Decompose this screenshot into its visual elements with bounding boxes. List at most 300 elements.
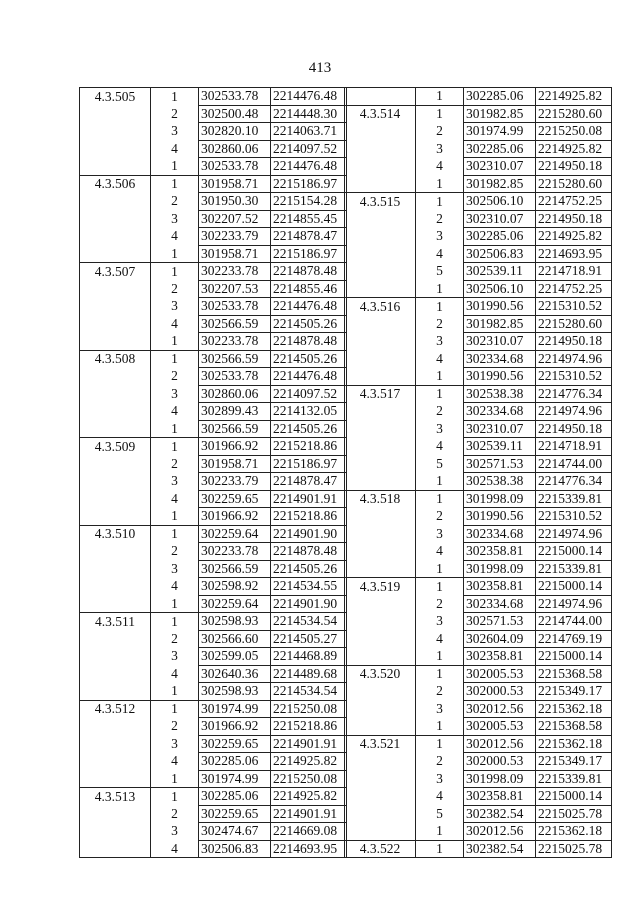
table-row	[345, 770, 612, 788]
section-id	[80, 805, 151, 823]
table-row	[345, 823, 612, 841]
table-row	[80, 770, 347, 788]
point-number: 3	[416, 420, 464, 438]
table-row	[80, 140, 347, 158]
y-coordinate: 2214693.95	[271, 840, 347, 858]
table-row	[345, 193, 612, 211]
section-id	[80, 683, 151, 701]
point-number: 3	[151, 123, 199, 141]
point-number: 3	[151, 648, 199, 666]
table-row	[80, 578, 347, 596]
x-coordinate: 302358.81	[464, 543, 536, 561]
table-row	[345, 700, 612, 718]
section-id: 4.3.517	[345, 385, 416, 403]
y-coordinate: 2214097.52	[271, 385, 347, 403]
y-coordinate: 2215349.17	[536, 753, 612, 771]
table-row	[345, 280, 612, 298]
y-coordinate: 2215025.78	[536, 805, 612, 823]
point-number: 1	[151, 175, 199, 193]
table-row	[80, 630, 347, 648]
section-id	[80, 315, 151, 333]
x-coordinate: 302259.65	[199, 735, 271, 753]
x-coordinate: 302533.78	[199, 158, 271, 176]
x-coordinate: 301990.56	[464, 298, 536, 316]
x-coordinate: 302310.07	[464, 333, 536, 351]
point-number: 4	[416, 788, 464, 806]
table-row	[80, 368, 347, 386]
section-id	[345, 753, 416, 771]
x-coordinate: 302005.53	[464, 665, 536, 683]
point-number: 2	[416, 403, 464, 421]
point-number: 2	[416, 123, 464, 141]
section-id: 4.3.518	[345, 490, 416, 508]
point-number: 1	[151, 525, 199, 543]
y-coordinate: 2214776.34	[536, 385, 612, 403]
y-coordinate: 2215349.17	[536, 683, 612, 701]
point-number: 5	[416, 805, 464, 823]
section-id: 4.3.505	[80, 88, 151, 106]
x-coordinate: 302358.81	[464, 578, 536, 596]
y-coordinate: 2215280.60	[536, 175, 612, 193]
table-row	[345, 210, 612, 228]
x-coordinate: 301958.71	[199, 175, 271, 193]
section-id	[80, 578, 151, 596]
x-coordinate: 302533.78	[199, 88, 271, 106]
point-number: 2	[416, 210, 464, 228]
x-coordinate: 302533.78	[199, 368, 271, 386]
x-coordinate: 302539.11	[464, 438, 536, 456]
table-row	[345, 158, 612, 176]
point-number: 1	[151, 420, 199, 438]
x-coordinate: 302538.38	[464, 385, 536, 403]
table-row	[345, 105, 612, 123]
x-coordinate: 302310.07	[464, 158, 536, 176]
section-id	[80, 473, 151, 491]
section-id	[345, 613, 416, 631]
point-number: 3	[151, 560, 199, 578]
y-coordinate: 2214505.26	[271, 560, 347, 578]
y-coordinate: 2215339.81	[536, 490, 612, 508]
table-row	[80, 735, 347, 753]
x-coordinate: 302566.59	[199, 315, 271, 333]
y-coordinate: 2215000.14	[536, 543, 612, 561]
point-number: 4	[416, 630, 464, 648]
table-row	[80, 228, 347, 246]
x-coordinate: 302334.68	[464, 525, 536, 543]
table-row	[80, 105, 347, 123]
y-coordinate: 2214448.30	[271, 105, 347, 123]
y-coordinate: 2215218.86	[271, 718, 347, 736]
section-id	[345, 525, 416, 543]
y-coordinate: 2214752.25	[536, 280, 612, 298]
y-coordinate: 2215362.18	[536, 735, 612, 753]
section-id: 4.3.515	[345, 193, 416, 211]
point-number: 2	[151, 455, 199, 473]
point-number: 1	[416, 105, 464, 123]
x-coordinate: 302571.53	[464, 455, 536, 473]
x-coordinate: 302233.79	[199, 473, 271, 491]
section-id	[80, 333, 151, 351]
x-coordinate: 302259.64	[199, 595, 271, 613]
y-coordinate: 2215186.97	[271, 455, 347, 473]
y-coordinate: 2214855.46	[271, 280, 347, 298]
section-id	[80, 665, 151, 683]
point-number: 1	[151, 245, 199, 263]
table-row	[345, 473, 612, 491]
section-id	[345, 210, 416, 228]
y-coordinate: 2214752.25	[536, 193, 612, 211]
section-id	[345, 88, 416, 106]
y-coordinate: 2215362.18	[536, 700, 612, 718]
x-coordinate: 302539.11	[464, 263, 536, 281]
y-coordinate: 2214878.48	[271, 543, 347, 561]
x-coordinate: 302334.68	[464, 595, 536, 613]
x-coordinate: 302598.93	[199, 613, 271, 631]
x-coordinate: 302382.54	[464, 805, 536, 823]
table-row	[345, 333, 612, 351]
table-row	[345, 840, 612, 858]
table-row	[345, 315, 612, 333]
x-coordinate: 301982.85	[464, 105, 536, 123]
y-coordinate: 2215250.08	[271, 770, 347, 788]
section-id: 4.3.511	[80, 613, 151, 631]
y-coordinate: 2214669.08	[271, 823, 347, 841]
section-id	[345, 700, 416, 718]
table-row	[345, 648, 612, 666]
section-id: 4.3.514	[345, 105, 416, 123]
section-id	[345, 175, 416, 193]
point-number: 3	[416, 613, 464, 631]
table-row	[80, 333, 347, 351]
x-coordinate: 301982.85	[464, 315, 536, 333]
point-number: 1	[151, 700, 199, 718]
section-id	[345, 648, 416, 666]
section-id	[345, 455, 416, 473]
point-number: 2	[151, 543, 199, 561]
point-number: 4	[151, 228, 199, 246]
section-id	[345, 805, 416, 823]
point-number: 1	[416, 88, 464, 106]
y-coordinate: 2214505.26	[271, 315, 347, 333]
table-row	[345, 123, 612, 141]
point-number: 2	[416, 595, 464, 613]
y-coordinate: 2214901.90	[271, 595, 347, 613]
y-coordinate: 2214769.19	[536, 630, 612, 648]
y-coordinate: 2214744.00	[536, 455, 612, 473]
x-coordinate: 302474.67	[199, 823, 271, 841]
y-coordinate: 2214878.47	[271, 228, 347, 246]
section-id	[80, 735, 151, 753]
y-coordinate: 2215218.86	[271, 508, 347, 526]
y-coordinate: 2214901.91	[271, 805, 347, 823]
table-row	[80, 403, 347, 421]
y-coordinate: 2214925.82	[271, 788, 347, 806]
table-row	[345, 788, 612, 806]
y-coordinate: 2214505.26	[271, 350, 347, 368]
table-row	[80, 473, 347, 491]
point-number: 3	[416, 140, 464, 158]
section-id	[345, 228, 416, 246]
table-row	[345, 753, 612, 771]
table-row	[80, 158, 347, 176]
y-coordinate: 2215339.81	[536, 770, 612, 788]
y-coordinate: 2214505.26	[271, 420, 347, 438]
table-row	[80, 753, 347, 771]
section-id: 4.3.516	[345, 298, 416, 316]
table-row	[80, 823, 347, 841]
y-coordinate: 2214476.48	[271, 298, 347, 316]
point-number: 2	[151, 280, 199, 298]
x-coordinate: 302506.83	[464, 245, 536, 263]
table-row	[345, 560, 612, 578]
table-row	[80, 88, 347, 106]
y-coordinate: 2214925.82	[536, 228, 612, 246]
section-id	[345, 770, 416, 788]
table-row	[345, 718, 612, 736]
coordinates-table-left	[79, 87, 347, 858]
section-id	[345, 508, 416, 526]
section-id	[80, 420, 151, 438]
y-coordinate: 2214901.90	[271, 525, 347, 543]
y-coordinate: 2214476.48	[271, 88, 347, 106]
point-number: 4	[416, 245, 464, 263]
table-row	[345, 298, 612, 316]
x-coordinate: 302604.09	[464, 630, 536, 648]
x-coordinate: 302259.65	[199, 490, 271, 508]
section-id	[80, 490, 151, 508]
y-coordinate: 2214476.48	[271, 158, 347, 176]
point-number: 1	[416, 735, 464, 753]
y-coordinate: 2214468.89	[271, 648, 347, 666]
page-number: 413	[308, 60, 332, 76]
section-id	[80, 123, 151, 141]
point-number: 1	[151, 438, 199, 456]
table-row	[345, 665, 612, 683]
section-id	[345, 683, 416, 701]
y-coordinate: 2215186.97	[271, 175, 347, 193]
table-row	[80, 788, 347, 806]
x-coordinate: 302012.56	[464, 700, 536, 718]
point-number: 1	[416, 648, 464, 666]
section-id	[345, 630, 416, 648]
y-coordinate: 2215186.97	[271, 245, 347, 263]
y-coordinate: 2215000.14	[536, 578, 612, 596]
x-coordinate: 302566.60	[199, 630, 271, 648]
point-number: 1	[416, 368, 464, 386]
section-id	[80, 718, 151, 736]
x-coordinate: 302012.56	[464, 735, 536, 753]
y-coordinate: 2215362.18	[536, 823, 612, 841]
section-id	[80, 158, 151, 176]
section-id	[345, 473, 416, 491]
point-number: 4	[416, 543, 464, 561]
table-row	[80, 385, 347, 403]
point-number: 2	[151, 630, 199, 648]
x-coordinate: 302259.65	[199, 805, 271, 823]
x-coordinate: 302538.38	[464, 473, 536, 491]
x-coordinate: 302334.68	[464, 403, 536, 421]
point-number: 4	[416, 350, 464, 368]
section-id: 4.3.521	[345, 735, 416, 753]
table-row	[345, 438, 612, 456]
table-row	[345, 805, 612, 823]
section-id	[80, 648, 151, 666]
x-coordinate: 302334.68	[464, 350, 536, 368]
point-number: 1	[416, 385, 464, 403]
x-coordinate: 301966.92	[199, 438, 271, 456]
y-coordinate: 2215280.60	[536, 105, 612, 123]
point-number: 4	[416, 438, 464, 456]
table-row	[345, 613, 612, 631]
point-number: 1	[416, 560, 464, 578]
section-id	[345, 333, 416, 351]
y-coordinate: 2214878.47	[271, 473, 347, 491]
x-coordinate: 302000.53	[464, 683, 536, 701]
point-number: 3	[151, 823, 199, 841]
x-coordinate: 302358.81	[464, 788, 536, 806]
point-number: 2	[151, 805, 199, 823]
x-coordinate: 302506.10	[464, 280, 536, 298]
x-coordinate: 302899.43	[199, 403, 271, 421]
table-row	[80, 298, 347, 316]
table-row	[345, 175, 612, 193]
table-row	[80, 718, 347, 736]
point-number: 2	[416, 315, 464, 333]
point-number: 1	[151, 613, 199, 631]
table-row	[345, 228, 612, 246]
x-coordinate: 301974.99	[464, 123, 536, 141]
y-coordinate: 2214534.55	[271, 578, 347, 596]
point-number: 2	[416, 683, 464, 701]
section-id	[80, 508, 151, 526]
section-id	[345, 560, 416, 578]
point-number: 2	[416, 753, 464, 771]
point-number: 3	[151, 210, 199, 228]
table-row	[345, 683, 612, 701]
x-coordinate: 301998.09	[464, 770, 536, 788]
point-number: 1	[151, 788, 199, 806]
table-row	[80, 840, 347, 858]
y-coordinate: 2215250.08	[271, 700, 347, 718]
y-coordinate: 2215218.86	[271, 438, 347, 456]
x-coordinate: 302598.92	[199, 578, 271, 596]
x-coordinate: 302599.05	[199, 648, 271, 666]
y-coordinate: 2214718.91	[536, 438, 612, 456]
section-id	[80, 630, 151, 648]
point-number: 1	[416, 490, 464, 508]
y-coordinate: 2214974.96	[536, 350, 612, 368]
table-row	[345, 420, 612, 438]
section-id	[80, 543, 151, 561]
table-row	[80, 280, 347, 298]
y-coordinate: 2214901.91	[271, 490, 347, 508]
table-row	[345, 88, 612, 106]
point-number: 4	[151, 140, 199, 158]
table-row	[80, 560, 347, 578]
point-number: 1	[416, 280, 464, 298]
point-number: 1	[416, 193, 464, 211]
point-number: 1	[151, 158, 199, 176]
section-id	[345, 263, 416, 281]
y-coordinate: 2214901.91	[271, 735, 347, 753]
x-coordinate: 301974.99	[199, 770, 271, 788]
table-row	[80, 420, 347, 438]
x-coordinate: 302012.56	[464, 823, 536, 841]
point-number: 1	[416, 823, 464, 841]
section-id	[80, 560, 151, 578]
point-number: 1	[151, 770, 199, 788]
point-number: 2	[151, 368, 199, 386]
y-coordinate: 2214878.48	[271, 333, 347, 351]
y-coordinate: 2214974.96	[536, 595, 612, 613]
section-id	[345, 438, 416, 456]
section-id: 4.3.509	[80, 438, 151, 456]
point-number: 1	[151, 333, 199, 351]
y-coordinate: 2214776.34	[536, 473, 612, 491]
point-number: 3	[151, 473, 199, 491]
x-coordinate: 302598.93	[199, 683, 271, 701]
point-number: 4	[151, 403, 199, 421]
section-id	[80, 823, 151, 841]
y-coordinate: 2214476.48	[271, 368, 347, 386]
section-id: 4.3.513	[80, 788, 151, 806]
x-coordinate: 302233.78	[199, 333, 271, 351]
point-number: 1	[151, 350, 199, 368]
section-id	[80, 228, 151, 246]
point-number: 4	[151, 490, 199, 508]
section-id: 4.3.520	[345, 665, 416, 683]
table-row	[345, 368, 612, 386]
table-row	[345, 735, 612, 753]
section-id	[345, 280, 416, 298]
table-row	[345, 350, 612, 368]
point-number: 5	[416, 263, 464, 281]
y-coordinate: 2215339.81	[536, 560, 612, 578]
point-number: 4	[151, 665, 199, 683]
x-coordinate: 302566.59	[199, 350, 271, 368]
y-coordinate: 2215280.60	[536, 315, 612, 333]
section-id	[345, 315, 416, 333]
point-number: 1	[416, 665, 464, 683]
x-coordinate: 302506.10	[464, 193, 536, 211]
y-coordinate: 2214950.18	[536, 158, 612, 176]
x-coordinate: 301974.99	[199, 700, 271, 718]
y-coordinate: 2214063.71	[271, 123, 347, 141]
y-coordinate: 2214974.96	[536, 403, 612, 421]
section-id: 4.3.506	[80, 175, 151, 193]
y-coordinate: 2214534.54	[271, 613, 347, 631]
section-id	[345, 245, 416, 263]
y-coordinate: 2214855.45	[271, 210, 347, 228]
y-coordinate: 2215310.52	[536, 368, 612, 386]
table-row	[80, 700, 347, 718]
x-coordinate: 302285.06	[464, 140, 536, 158]
y-coordinate: 2214878.48	[271, 263, 347, 281]
section-id	[345, 420, 416, 438]
y-coordinate: 2214925.82	[536, 140, 612, 158]
table-row	[345, 525, 612, 543]
x-coordinate: 302820.10	[199, 123, 271, 141]
point-number: 3	[151, 385, 199, 403]
y-coordinate: 2215368.58	[536, 665, 612, 683]
y-coordinate: 2214097.52	[271, 140, 347, 158]
table-row	[345, 490, 612, 508]
y-coordinate: 2215000.14	[536, 788, 612, 806]
point-number: 3	[416, 333, 464, 351]
table-row	[80, 613, 347, 631]
x-coordinate: 302310.07	[464, 420, 536, 438]
x-coordinate: 301950.30	[199, 193, 271, 211]
